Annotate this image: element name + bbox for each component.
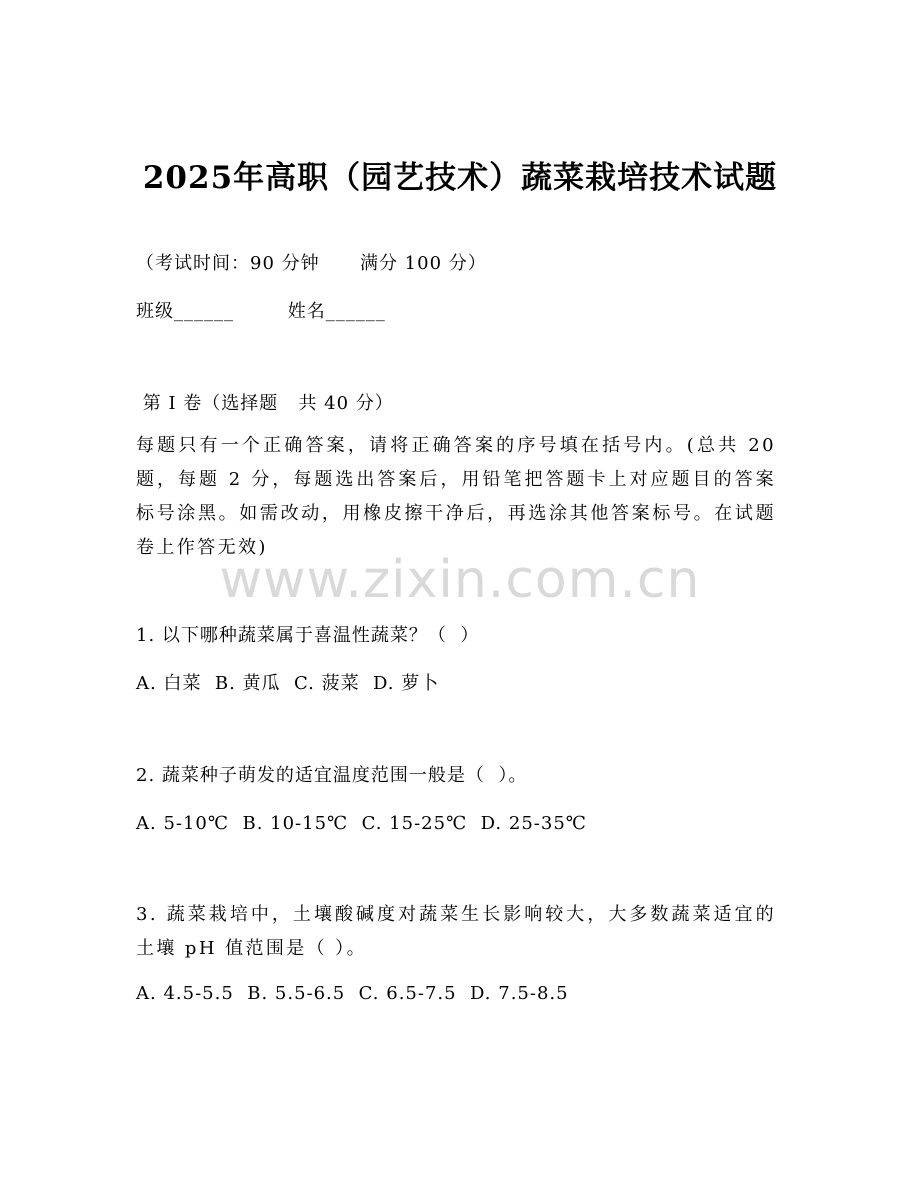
exam-info: （考试时间：90 分钟 满分 100 分） [136, 253, 487, 274]
instructions-paragraph: 每题只有一个正确答案，请将正确答案的序号填在括号内。(总共 20 题，每题 2 分，每题选出答案后，用铅笔把答题卡上对应题目的答案标号涂黑。如需改动，用橡皮擦干净后，再选涂其他答案标号。在试题卷上作答无效) [136, 435, 776, 558]
question-2-stem: 2. 蔬菜种子萌发的适宜温度范围一般是（ ）。 [136, 765, 528, 786]
question-1-options: A. 白菜 B. 黄瓜 C. 菠菜 D. 萝卜 [136, 673, 440, 694]
document-title: 2025年高职（园艺技术）蔬菜栽培技术试题 [142, 160, 778, 196]
question-3-stem: 3. 蔬菜栽培中，土壤酸碱度对蔬菜生长影响较大，大多数蔬菜适宜的土壤 pH 值范围是（ ）。 [136, 904, 776, 959]
question-2-options: A. 5-10℃ B. 10-15℃ C. 15-25℃ D. 25-35℃ [136, 813, 587, 834]
watermark: www.zixin.com.cn [219, 550, 701, 610]
question-1-stem: 1. 以下哪种蔬菜属于喜温性蔬菜？（ ） [136, 625, 480, 646]
student-info-line: 班级______ 姓名______ [136, 301, 386, 322]
question-3-options: A. 4.5-5.5 B. 5.5-6.5 C. 6.5-7.5 D. 7.5-8.5 [136, 983, 569, 1004]
section-heading: 第 I 卷（选择题 共 40 分） [136, 393, 394, 414]
